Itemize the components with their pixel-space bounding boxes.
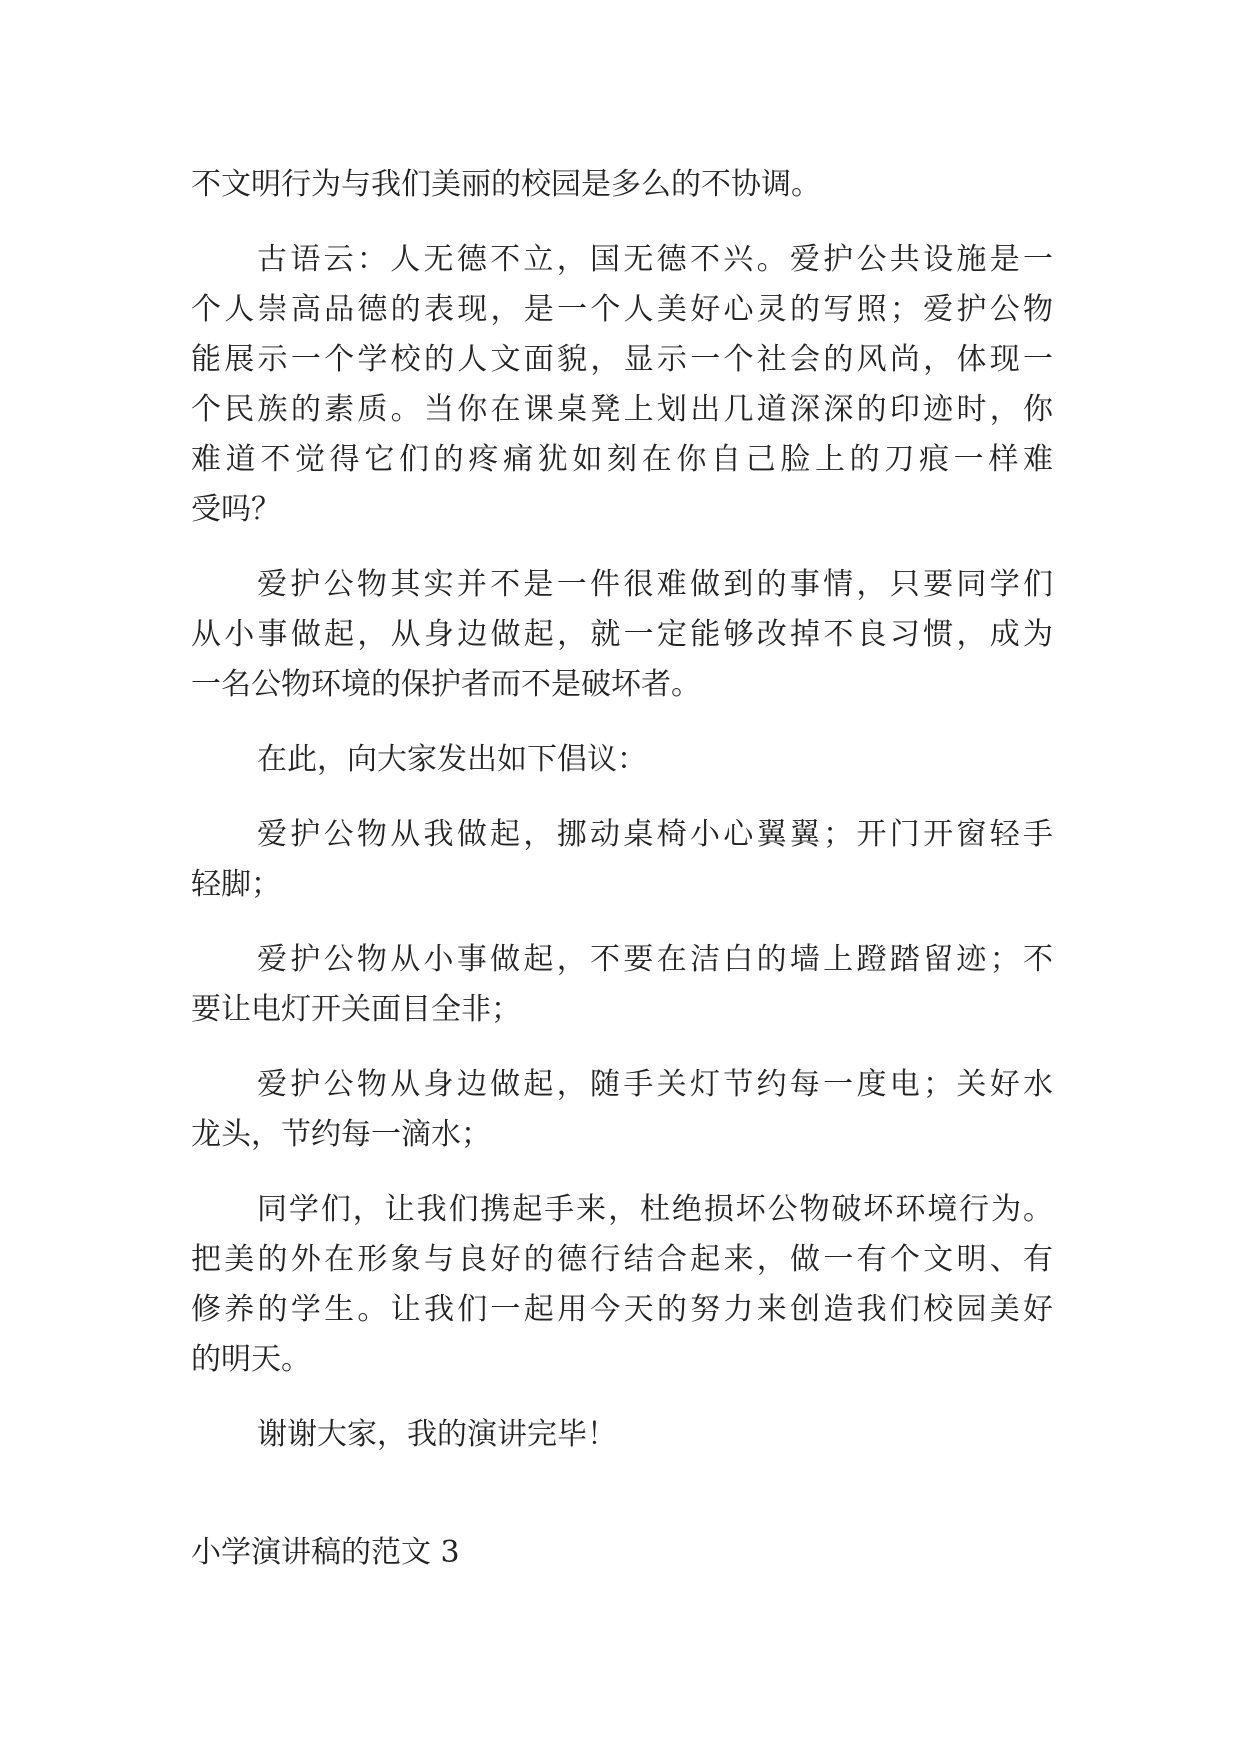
text-line: 个民族的素质。当你在课桌凳上划出几道深深的印迹时，你 <box>191 392 1053 427</box>
text-line: 古语云：人无德不立，国无德不兴。爱护公共设施是一 <box>257 242 1053 277</box>
text-line: 爱护公物从身边做起，随手关灯节约每一度电；关好水 <box>257 1067 1053 1102</box>
text-line: 轻脚； <box>191 867 281 902</box>
text-line: 一名公物环境的保护者而不是破坏者。 <box>191 667 701 702</box>
text-line: 谢谢大家，我的演讲完毕！ <box>257 1417 617 1452</box>
paragraph <box>191 1410 1053 1460</box>
document-body <box>191 160 1053 1485</box>
text-line: 同学们，让我们携起手来，杜绝损坏公物破坏环境行为。 <box>257 1192 1053 1227</box>
text-line: 难道不觉得它们的疼痛犹如刻在你自己脸上的刀痕一样难 <box>191 442 1053 477</box>
text-line: 把美的外在形象与良好的德行结合起来，做一有个文明、有 <box>191 1242 1053 1277</box>
text-line: 龙头，节约每一滴水； <box>191 1117 491 1152</box>
paragraph <box>191 560 1053 710</box>
paragraph <box>191 735 1053 785</box>
paragraph <box>191 235 1053 535</box>
text-line: 不文明行为与我们美丽的校园是多么的不协调。 <box>191 167 821 202</box>
text-line: 能展示一个学校的人文面貌，显示一个社会的风尚，体现一 <box>191 342 1053 377</box>
text-line: 个人崇高品德的表现，是一个人美好心灵的写照；爱护公物 <box>191 292 1053 327</box>
section-heading: 小学演讲稿的范文 3 <box>191 1535 460 1570</box>
paragraph <box>191 1185 1053 1385</box>
text-line: 爱护公物其实并不是一件很难做到的事情，只要同学们 <box>257 567 1053 602</box>
text-line: 在此，向大家发出如下倡议： <box>257 742 647 777</box>
text-line: 爱护公物从小事做起，不要在洁白的墙上蹬踏留迹；不 <box>257 942 1053 977</box>
text-line: 要让电灯开关面目全非； <box>191 992 521 1027</box>
paragraph <box>191 935 1053 1035</box>
text-line: 的明天。 <box>191 1342 311 1377</box>
text-line: 受吗？ <box>191 492 281 527</box>
paragraph <box>191 160 1053 210</box>
paragraph <box>191 810 1053 910</box>
text-line: 从小事做起，从身边做起，就一定能够改掉不良习惯，成为 <box>191 617 1053 652</box>
text-line: 爱护公物从我做起，挪动桌椅小心翼翼；开门开窗轻手 <box>257 817 1053 852</box>
paragraph <box>191 1060 1053 1160</box>
text-line: 修养的学生。让我们一起用今天的努力来创造我们校园美好 <box>191 1292 1053 1327</box>
